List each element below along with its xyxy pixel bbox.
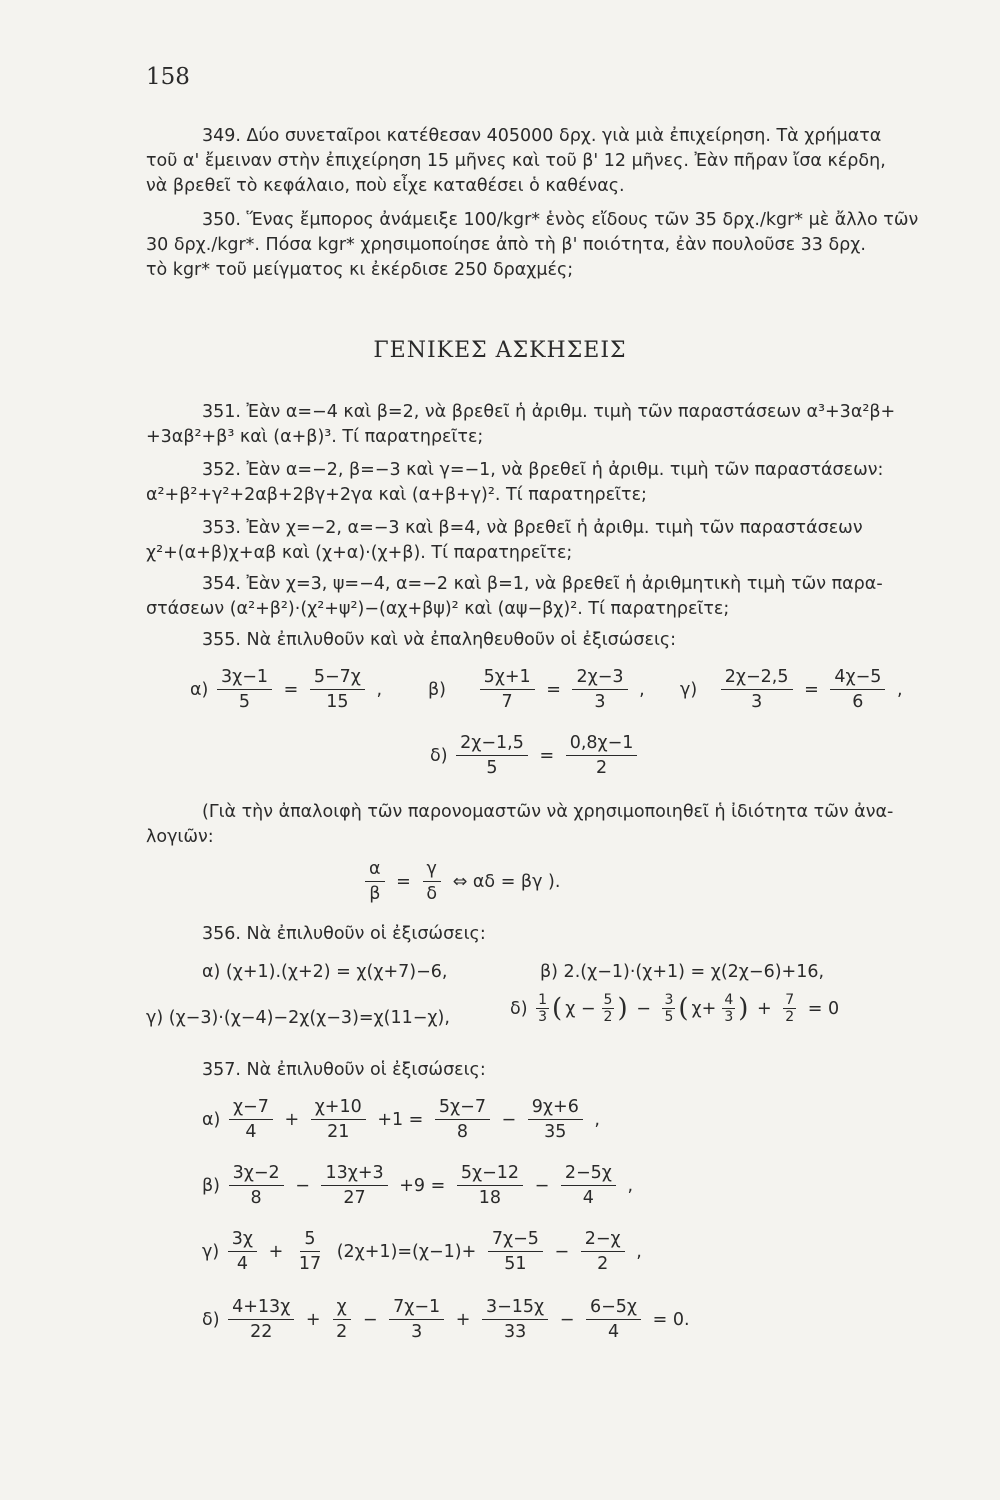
fraction: $\frac{4\chi-5}{6}$ [830,666,885,713]
fraction: $\frac{5}{17}$ [298,1229,322,1274]
note-355: (Γιὰ τὴν ἀπαλοιφὴ τῶν παρονομαστῶν νὰ χρησιμοποιηθεῖ ἡ ἰδιότητα τῶν ἀνα- λογιῶν: [146,802,894,847]
fraction: $\frac{1}{3}$ [538,992,548,1025]
fraction: $\frac{5\chi-7}{8}$ [435,1096,490,1143]
equation-357-a: α) $\frac{\chi-7}{4}$ + $\frac{\chi+10}{21}$ +1 = $\frac{5\chi-7}{8}$ − $\frac{9\chi+6}{35}$ , [202,1097,600,1142]
fraction: $\frac{3\chi-1}{5}$ [217,666,272,713]
fraction: $\frac{7\chi-5}{51}$ [488,1228,543,1275]
exercise-356: 356. Νὰ ἐπιλυθοῦν οἱ ἐξισώσεις: [202,924,486,944]
equation-357-g: γ) $\frac{3\chi}{4}$ + $\frac{5}{17}$ (2χ+1)=(χ−1)+ $\frac{7\chi-5}{51}$ − $\frac{2-\chi}{2}$ , [202,1229,642,1274]
equation-355-a: α) $\frac{3\chi-1}{5}$ = $\frac{5-7\chi}{15}$ , [190,667,383,712]
fraction: $\frac{7}{2}$ [785,992,795,1025]
exercise-354: 354. Ἐὰν χ=3, ψ=−4, α=−2 καὶ β=1, νὰ βρεθεῖ ἡ ἀριθμητικὴ τιμὴ τῶν παρα- στάσεων (α²+β²)·(χ²+ψ²)−(αχ+βψ)² καὶ (αψ−βχ)². Τί παρατηρεῖτε; [146,574,883,619]
fraction: $\frac{3}{5}$ [664,992,674,1025]
fraction: $\frac{4}{3}$ [724,992,734,1025]
fraction: $\frac{5-7\chi}{15}$ [310,666,365,713]
fraction: $\frac{5\chi+1}{7}$ [480,666,535,713]
fraction: $\frac{0,8\chi-1}{2}$ [566,732,638,779]
fraction: $\frac{2\chi-3}{3}$ [572,666,627,713]
fraction: $\frac{2-5\chi}{4}$ [561,1162,616,1209]
equation-355-b: β) $\frac{5\chi+1}{7}$ = $\frac{2\chi-3}{3}$ , [428,667,645,712]
fraction: $\frac{6-5\chi}{4}$ [586,1296,641,1343]
proportion-property: $\frac{\alpha}{\beta}$ = $\frac{\gamma}{\delta}$ ⇔ αδ = βγ ). [362,858,563,905]
fraction: $\frac{2\chi-1,5}{5}$ [456,732,528,779]
equation-356-g: γ) (χ−3)·(χ−4)−2χ(χ−3)=χ(11−χ), [146,1008,450,1028]
exercise-350: 350. Ἕνας ἔμπορος ἀνάμειξε 100/kgr* ἑνὸς εἴδους τῶν 35 δρχ./kgr* μὲ ἄλλο τῶν 30 δρχ./kgr*. Πόσα kgr* χρησιμοποίησε ἀπὸ τὴ β' ποιότητα, ἐὰν πουλοῦσε 33 δρχ. τὸ kgr* τοῦ μείγματος κι ἐκέρδισε 250 δραχμές; [146,210,919,280]
fraction: $\frac{2-\chi}{2}$ [581,1228,625,1275]
equation-356-a: α) (χ+1).(χ+2) = χ(χ+7)−6, [202,962,448,982]
exercise-351: 351. Ἐὰν α=−4 καὶ β=2, νὰ βρεθεῖ ἡ ἀριθμ. τιμὴ τῶν παραστάσεων α³+3α²β+ +3αβ²+β³ καὶ (α+β)³. Τί παρατηρεῖτε; [146,402,896,447]
fraction: $\frac{3\chi}{4}$ [228,1228,257,1275]
equation-355-g: γ) $\frac{2\chi-2,5}{3}$ = $\frac{4\chi-5}{6}$ , [680,667,903,712]
equation-356-d: δ) $\frac{1}{3}$ ( χ − $\frac{5}{2}$ ) − $\frac{3}{5}$ ( χ+ $\frac{4}{3}$ ) + $\frac{7}{2}$ = 0 [510,992,840,1025]
exercise-355: 355. Νὰ ἐπιλυθοῦν καὶ νὰ ἐπαληθευθοῦν οἱ ἐξισώσεις: [202,630,677,650]
fraction: $\frac{5}{2}$ [603,992,613,1025]
page-number: 158 [146,64,190,90]
fraction: $\frac{\chi-7}{4}$ [229,1096,273,1143]
exercise-357: 357. Νὰ ἐπιλυθοῦν οἱ ἐξισώσεις: [202,1060,486,1080]
fraction: $\frac{\gamma}{\delta}$ [422,858,441,905]
fraction: $\frac{3-15\chi}{33}$ [482,1296,548,1343]
exercise-353: 353. Ἐὰν χ=−2, α=−3 καὶ β=4, νὰ βρεθεῖ ἡ ἀριθμ. τιμὴ τῶν παραστάσεων χ²+(α+β)χ+αβ καὶ (χ+α)·(χ+β). Τί παρατηρεῖτε; [146,518,863,563]
fraction: $\frac{\chi+10}{21}$ [311,1096,366,1143]
fraction: $\frac{13\chi+3}{27}$ [321,1162,387,1209]
fraction: $\frac{3\chi-2}{8}$ [229,1162,284,1209]
equation-355-d: δ) $\frac{2\chi-1,5}{5}$ = $\frac{0,8\chi-1}{2}$ [430,732,652,779]
exercise-349: 349. Δύο συνεταῖροι κατέθεσαν 405000 δρχ. γιὰ μιὰ ἐπιχείρηση. Τὰ χρήματα τοῦ α' ἔμειναν στὴν ἐπιχείρηση 15 μῆνες καὶ τοῦ β' 12 μῆνες. Ἐὰν πῆραν ἴσα κέρδη, νὰ βρεθεῖ τὸ κεφάλαιο, ποὺ εἶχε καταθέσει ὁ καθένας. [146,126,886,196]
exercise-352: 352. Ἐὰν α=−2, β=−3 καὶ γ=−1, νὰ βρεθεῖ ἡ ἀριθμ. τιμὴ τῶν παραστάσεων: α²+β²+γ²+2αβ+2βγ+2γα καὶ (α+β+γ)². Τί παρατηρεῖτε; [146,460,884,505]
equation-357-d: δ) $\frac{4+13\chi}{22}$ + $\frac{\chi}{2}$ − $\frac{7\chi-1}{3}$ + $\frac{3-15\chi}{33}$ − $\frac{6-5\chi}{4}$ = 0. [202,1297,690,1342]
fraction: $\frac{9\chi+6}{35}$ [528,1096,583,1143]
equation-357-b: β) $\frac{3\chi-2}{8}$ − $\frac{13\chi+3}{27}$ +9 = $\frac{5\chi-12}{18}$ − $\frac{2-5\chi}{4}$ , [202,1163,634,1208]
equation-356-b: β) 2.(χ−1)·(χ+1) = χ(2χ−6)+16, [540,962,825,982]
fraction: $\frac{4+13\chi}{22}$ [228,1296,294,1343]
fraction: $\frac{\chi}{2}$ [332,1296,351,1343]
fraction: $\frac{2\chi-2,5}{3}$ [721,666,793,713]
fraction: $\frac{7\chi-1}{3}$ [389,1296,444,1343]
section-heading: ΓΕΝΙΚΕΣ ΑΣΚΗΣΕΙΣ [373,338,627,363]
fraction: $\frac{\alpha}{\beta}$ [365,858,385,905]
fraction: $\frac{5\chi-12}{18}$ [457,1162,523,1209]
